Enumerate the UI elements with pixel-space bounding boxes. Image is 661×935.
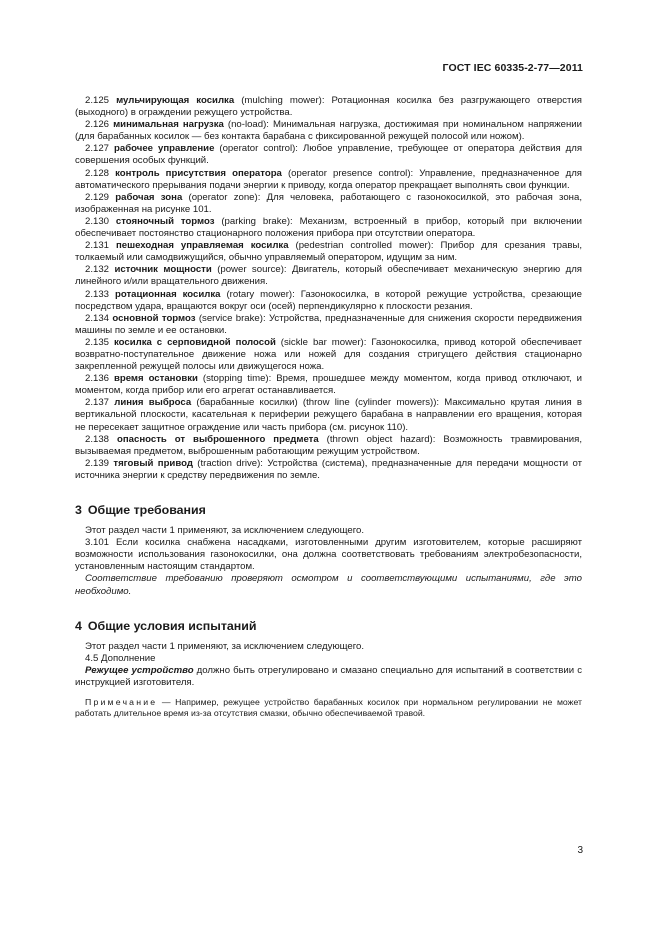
definition-text: (operator control): Любое управление, требующее от оператора действия для совершения особых функций.	[75, 143, 583, 167]
section-number: 4	[75, 618, 82, 633]
section-title: Общие условия испытаний	[87, 618, 257, 633]
definition-number: 2.129	[85, 191, 110, 203]
definition-text: (service brake): Устройства, предназначенные для снижения скорости передвижения машины по земле и ее остановки.	[75, 312, 583, 336]
definition-2-134	[75, 313, 582, 337]
definition-number: 2.134	[85, 312, 110, 324]
term: Режущее устройство	[85, 664, 194, 676]
clause-3-101: 3.101 Если косилка снабжена насадками, изготовленными другим изготовителем, которые расширяют возможности использования газонокосилки, она должна соответствовать требованиям электробезопасности, установленным настоящим стандартом.	[75, 537, 582, 573]
definition-number: 2.126	[85, 119, 110, 131]
definition-text: (барабанные косилки) (throw line (cylinder mowers)): Максимально крутая линия в вертикальной плоскости, касательная к периферии режущего барабана в направлении его вращения, которая не пересекает защитное ограждение или часть прибора (см. рисунок 110).	[75, 397, 582, 433]
compliance-statement: Соответствие требованию проверяют осмотром и соответствующими испытаниями, где это необходимо.	[75, 573, 582, 597]
definition-number: 2.131	[85, 240, 110, 252]
definition-term: ротационная косилка	[114, 288, 221, 300]
section-3-heading	[75, 504, 582, 516]
page-content	[75, 95, 582, 719]
definition-term: контроль присутствия оператора	[115, 167, 282, 179]
definition-2-126	[75, 119, 582, 143]
definition-2-139	[75, 458, 582, 482]
definition-term: стояночный тормоз	[115, 215, 215, 227]
page-number: 3	[577, 845, 583, 856]
definition-number: 2.133	[85, 288, 110, 300]
definition-2-136	[75, 373, 582, 397]
definition-2-138	[75, 434, 582, 458]
definitions-list	[75, 95, 582, 482]
definition-text: (operator presence control): Управление, предназначенное для автоматического прерывания подачи энергии к приводу, когда оператор прекращает выполнять свои функции.	[75, 167, 582, 191]
definition-2-131	[75, 240, 582, 264]
definition-number: 2.139	[85, 457, 110, 469]
definition-number: 2.138	[85, 433, 110, 445]
definition-term: пешеходная управляемая косилка	[115, 240, 289, 252]
note-label: Примечание	[85, 697, 158, 708]
definition-text: (sickle bar mower): Газонокосилка, привод которой обеспечивает возвратно-поступательное движение ножа или ножей для создания стригущего действия стационарно закрепленной режущей полосы или движущегося ножа.	[75, 336, 582, 373]
definition-term: основной тормоз	[112, 312, 196, 324]
definition-number: 2.136	[85, 373, 110, 385]
clause-text: должно быть отрегулировано и смазано специально для испытаний в соответствии с инструкцией изготовителя.	[75, 664, 583, 689]
definition-term: линия выброса	[114, 397, 192, 409]
definition-text: (pedestrian controlled mower): Прибор для срезания травы, толкаемый или самодвижущийся, обычно управляемый оператором, идущим за ним.	[75, 240, 583, 264]
definition-2-128	[75, 168, 582, 192]
definition-term: опасность от выброшенного предмета	[117, 433, 319, 445]
definition-text: (mulching mower): Ротационная косилка без разгружающего отверстия (выходного) в ограждении режущего устройства.	[75, 95, 582, 119]
definition-number: 2.137	[85, 397, 110, 409]
definition-2-129	[75, 192, 582, 216]
clause-4-5-text	[75, 665, 582, 689]
definition-2-127	[75, 143, 582, 167]
definition-2-137	[75, 397, 582, 433]
definition-term: тяговый привод	[113, 457, 193, 469]
definition-term: мульчирующая косилка	[116, 95, 235, 106]
section-number: 3	[75, 503, 82, 517]
definition-text: (operator zone): Для человека, работающего с газонокосилкой, это рабочая зона, изображенная на рисунке 101.	[75, 191, 582, 215]
definition-number: 2.127	[85, 143, 110, 155]
definition-2-130	[75, 216, 582, 240]
definition-number: 2.130	[85, 215, 110, 227]
definition-text: (thrown object hazard): Возможность травмирования, вызываемая предметом, выброшенным работающим режущим устройством.	[75, 433, 582, 457]
definition-term: минимальная нагрузка	[113, 119, 224, 131]
definition-number: 2.125	[85, 95, 110, 106]
definition-term: рабочее управление	[114, 143, 215, 155]
definition-2-125	[75, 95, 582, 119]
definition-2-132	[75, 264, 582, 288]
definition-text: (traction drive): Устройства (система), предназначенные для передачи мощности от источника энергии к средству передвижения по земле.	[75, 457, 582, 481]
definition-text: (stopping time): Время, прошедшее между моментом, когда привод отключают, и моментом, когда прибор или его агрегат останавливается.	[75, 373, 582, 397]
definition-term: рабочая зона	[115, 191, 183, 203]
section-4-heading	[75, 620, 582, 632]
definition-number: 2.132	[85, 264, 110, 276]
definition-text: (parking brake): Механизм, встроенный в прибор, который при включении обеспечивает постоянство стационарного положения прибора при отсутствии оператора.	[75, 215, 582, 240]
section-3-intro: Этот раздел части 1 применяют, за исключением следующего.	[85, 525, 365, 537]
definition-number: 2.128	[85, 167, 110, 179]
section-title: Общие требования	[87, 503, 206, 517]
section-4-intro: Этот раздел части 1 применяют, за исключением следующего.	[85, 640, 365, 652]
definition-2-133	[75, 289, 582, 313]
definition-text: (rotary mower): Газонокосилка, в которой режущие устройства, срезающие посредством удара, вращаются вокруг оси (осей) перпендикулярно к плоскости резания.	[75, 288, 583, 312]
clause-4-5: 4.5 Дополнение	[85, 652, 156, 664]
definition-text: (no-load): Минимальная нагрузка, достижимая при номинальном напряжении (для барабанных косилок — без контакта барабана с фиксированной режущей полосой или ножом).	[75, 119, 582, 143]
definition-number: 2.135	[85, 336, 110, 348]
definition-2-135	[75, 337, 582, 373]
document-code-header: ГОСТ IEC 60335-2-77—2011	[442, 62, 583, 74]
definition-term: время остановки	[113, 373, 198, 385]
note-text: — Например, режущее устройство барабанных косилок при нормальном регулировании не может работать длительное время из-за отсутствия смазки, обычно обеспечиваемой травой.	[75, 697, 582, 719]
definition-term: источник мощности	[114, 264, 212, 276]
note	[75, 697, 582, 719]
definition-term: косилка с серповидной полосой	[113, 336, 276, 348]
definition-text: (power source): Двигатель, который обеспечивает механическую энергию для линейного и/или вращательного движения.	[75, 264, 583, 288]
